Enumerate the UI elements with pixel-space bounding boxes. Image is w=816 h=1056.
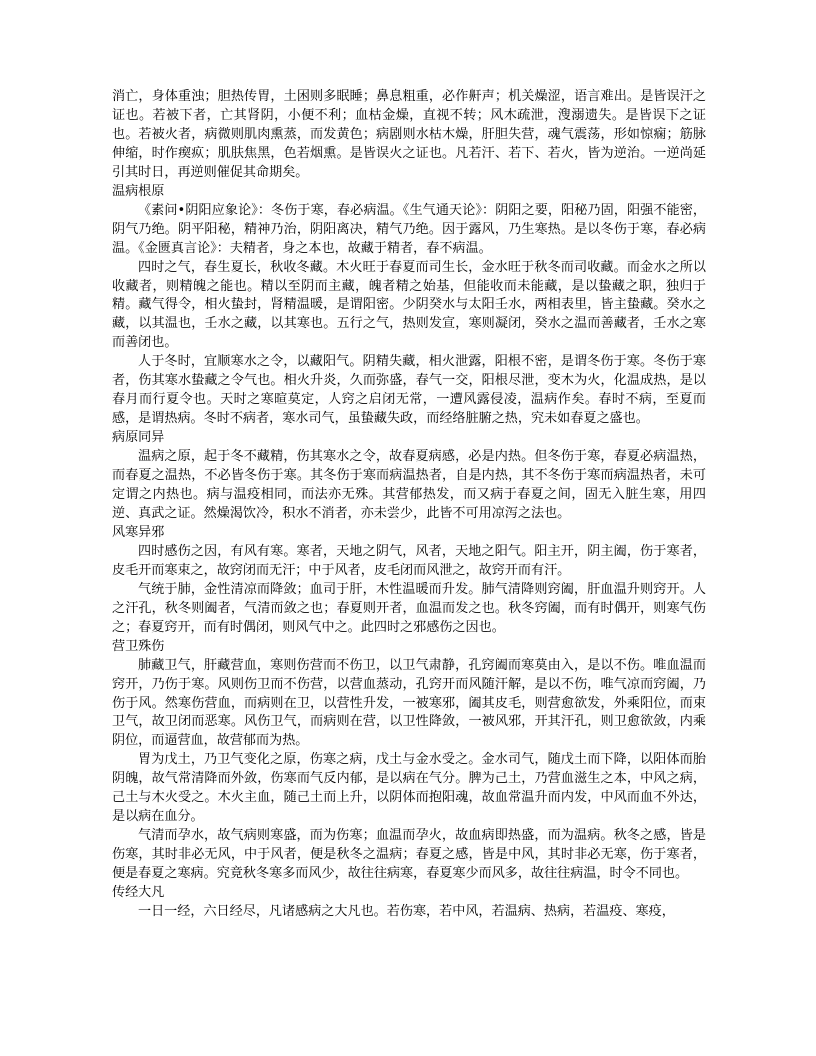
section-heading: 传经大凡 [112,885,165,901]
body-paragraph: 胃为戊土，乃卫气变化之原，伤寒之病，戊土与金水受之。金水司气，随戊土而下降，以阳体而胎阴魄，故气常清降而外敛，伤寒而气反内郁，是以病在气分。脾为己土，乃营血滋生之本，中风之病，己土与木火受之。木火主血，随己土而上升，以阴体而抱阳魂，故血常温升而内发，中风而血不外达，是以病在血分。 [112,752,706,825]
section-heading: 营卫殊伤 [112,638,165,654]
section-heading: 温病根原 [112,183,165,199]
body-paragraph: 肺藏卫气，肝藏营血，寒则伤营而不伤卫，以卫气肃静，孔窍阖而寒莫由入，是以不伤。唯血温而窍开，乃伤于寒。风则伤卫而不伤营，以营血蒸动，孔窍开而风随汗解，是以不伤，唯气凉而窍阖，乃伤于风。然寒伤营血，而病则在卫，以营性升发，一被寒邪，阖其皮毛，则营愈欲发，外乘阳位，而束卫气，故卫闭而恶寒。风伤卫气，而病则在营，以卫性降敛，一被风邪，开其汗孔，则卫愈欲敛，内乘阴位，而逼营血，故营郁而为热。 [112,657,706,749]
body-paragraph: 消亡，身体重浊；胆热传胃，土困则多眠睡；鼻息粗重，必作鼾声；机关燥涩，语言难出。是皆误汗之证也。若被下者，亡其肾阴，小便不利；血枯金燥，直视不转；风木疏泄，溲溺遗失。是皆误下之证也。若被火者，病微则肌肉熏蒸，而发黄色；病剧则水枯木燥，肝胆失营，魂气震荡，形如惊痫；筋脉伸缩，时作瘈疭；肌肤焦黑，色若烟熏。是皆误火之证也。凡若汗、若下、若火，皆为逆治。一逆尚延引其时日，再逆则催促其命期矣。 [112,89,706,180]
body-paragraph: 气清而孕水，故气病则寒盛，而为伤寒；血温而孕火，故血病即热盛，而为温病。秋冬之感，皆是伤寒，其时非必无风，中于风者，便是秋冬之温病；春夏之感，皆是中风，其时非必无寒，伤于寒者，便是春夏之寒病。究竟秋冬寒多而风少，故往往病寒，春夏寒少而风多，故往往病温，时令不同也。 [112,828,706,882]
section-heading: 病原同异 [112,430,165,446]
body-paragraph: 《素问•阴阳应象论》：冬伤于寒，春必病温。《生气通天论》：阴阳之要，阳秘乃固，阳强不能密，阴气乃绝。阴平阳秘，精神乃治，阴阳离决，精气乃绝。因于露风，乃生寒热。是以冬伤于寒，春必病温。《金匮真言论》：夫精者，身之本也，故藏于精者，春不病温。 [112,202,706,256]
body-paragraph: 四时之气，春生夏长，秋收冬藏。木火旺于春夏而司生长，金水旺于秋冬而司收藏。而金水之所以收藏者，则精魄之能也。精以至阴而主藏，魄者精之始基，但能收而未能藏，是以蛰藏之职，独归于精。藏气得令，相火蛰封，肾精温暖，是谓阳密。少阴癸水与太阳壬水，两相表里，皆主蛰藏。癸水之藏，以其温也，壬水之藏，以其寒也。五行之气，热则发宣，寒则凝闭，癸水之温而善藏者，壬水之寒而善闭也。 [112,259,706,351]
text-column [112,88,706,922]
body-paragraph: 四时感伤之因，有风有寒。寒者，天地之阴气，风者，天地之阳气。阳主开，阴主阖，伤于寒者，皮毛开而寒束之，故窍闭而无汗；中于风者，皮毛闭而风泄之，故窍开而有汗。 [112,543,706,578]
body-paragraph: 温病之原，起于冬不藏精，伤其寒水之令，故春夏病感，必是内热。但冬伤于寒，春夏必病温热，而春夏之温热，不必皆冬伤于寒。其冬伤于寒而病温热者，自是内热，其不冬伤于寒而病温热者，未可定谓之内热也。病与温疫相同，而法亦无殊。其营郁热发，而又病于春夏之间，固无入脏生寒，用四逆、真武之证。然燥渴饮冷，积水不消者，亦未尝少，此皆不可用凉泻之法也。 [112,449,706,521]
body-paragraph: 气统于肺，金性清凉而降敛；血司于肝，木性温暖而升发。肺气清降则窍阖，肝血温升则窍开。人之汗孔，秋冬则阖者，气清而敛之也；春夏则开者，血温而发之也。秋冬窍阖，而有时偶开，则寒气伤之；春夏窍开，而有时偶闭，则风气中之。此四时之邪感伤之因也。 [112,581,706,635]
section-heading: 风寒异邪 [112,524,165,540]
body-paragraph: 一日一经，六日经尽，凡诸感病之大凡也。若伤寒，若中风，若温病、热病，若温疫、寒疫， [138,903,675,919]
body-paragraph: 人于冬时，宜顺寒水之令，以藏阳气。阴精失藏，相火泄露，阳根不密，是谓冬伤于寒。冬伤于寒者，伤其寒水蛰藏之令气也。相火升炎，久而弥盛，春气一交，阳根尽泄，变木为火，化温成热，是以春月而行夏令也。天时之寒暄莫定，人窍之启闭无常，一遭风露侵凌，温病作矣。春时不病，至夏而感，是谓热病。冬时不病者，寒水司气，虽蛰藏失政，而经络脏腑之热，究未如春夏之盛也。 [112,354,706,427]
